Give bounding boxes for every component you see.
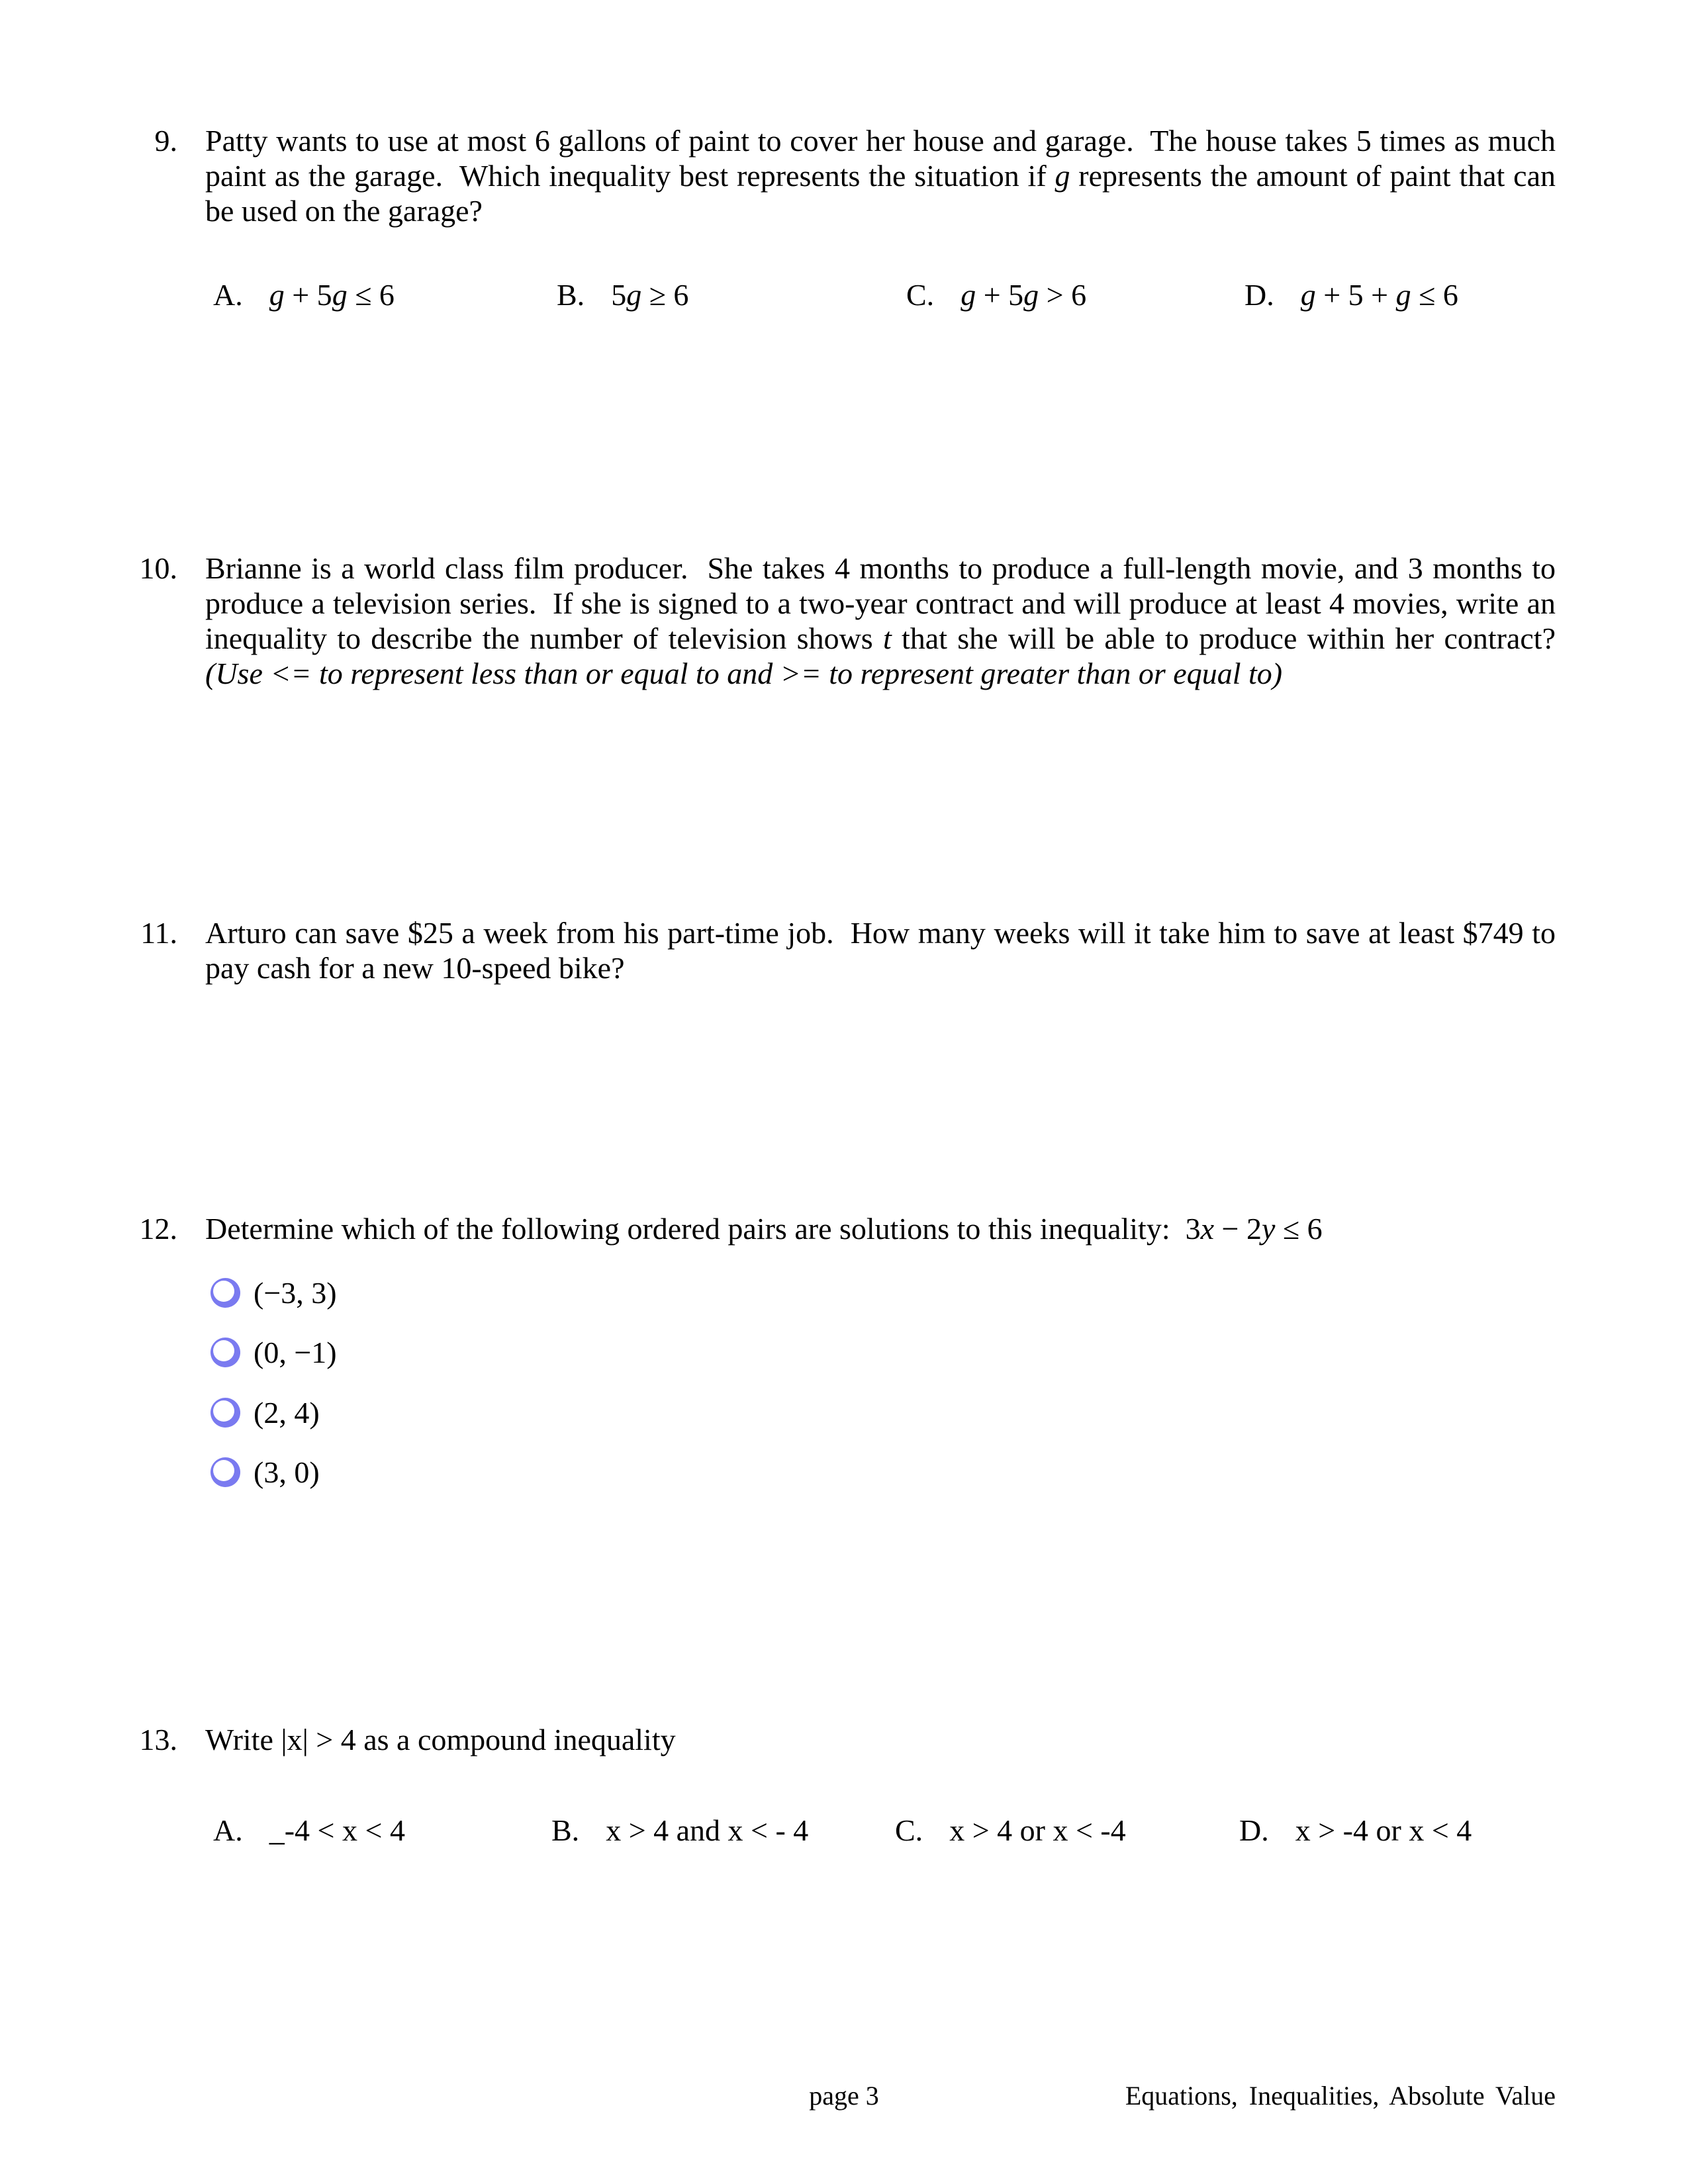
- text-segment: + 5 +: [1315, 278, 1396, 312]
- italic-text-segment: t: [882, 621, 892, 655]
- choice-9-b: [557, 277, 688, 312]
- choice-9-d: [1244, 277, 1458, 312]
- italic-text-segment: g: [332, 278, 348, 312]
- choice-13-a-label: A.: [213, 1813, 243, 1847]
- question-12-number: 12.: [139, 1212, 177, 1246]
- text-segment: Determine which of the following ordered pairs are solutions to this inequality: 3: [205, 1212, 1201, 1246]
- choice-9-b-formula: [611, 278, 688, 312]
- text-segment: Patty wants to use at most 6 gallons of paint to cover her house and garage. The house takes 5 times as much paint as the garage. Which inequality best represents the situation if: [205, 124, 1564, 193]
- italic-text-segment: (Use <= to represent less than or equal to and >= to represent greater than or equal to): [205, 657, 1283, 690]
- text-segment: ≤ 6: [1411, 278, 1458, 312]
- choice-13-c: [895, 1813, 1126, 1848]
- text-segment: that she will be able to produce within her contract?: [891, 621, 1564, 655]
- choice-9-c-formula: [961, 278, 1086, 312]
- question-13-number: 13.: [139, 1723, 177, 1756]
- choice-13-a-formula: _-4 < x < 4: [269, 1813, 405, 1847]
- question-9-number: 9.: [154, 124, 177, 158]
- choice-9-d-formula: [1301, 278, 1458, 312]
- choice-9-a-formula: [269, 278, 395, 312]
- choice-9-c: [906, 277, 1086, 312]
- choice-9-c-label: C.: [906, 278, 935, 312]
- text-segment: ≤ 6: [1275, 1212, 1323, 1246]
- text-segment: Write |x| > 4 as a compound inequality: [205, 1723, 676, 1756]
- radio-hole: [213, 1340, 234, 1361]
- option-3-label: (2, 4): [254, 1395, 320, 1430]
- question-9-choices: [0, 277, 1688, 317]
- question-10-number: 10.: [139, 551, 177, 585]
- choice-9-a-label: A.: [213, 278, 243, 312]
- radio-hole: [213, 1281, 234, 1302]
- italic-text-segment: g: [269, 278, 285, 312]
- radio-button[interactable]: [211, 1457, 240, 1487]
- text-segment: Arturo can save $25 a week from his part-time job. How many weeks will it take him to save at least $749 to pay cash for a new 10-speed bike?: [205, 916, 1564, 985]
- text-segment: represents the amount of paint that can be used on the garage?: [205, 159, 1564, 228]
- choice-13-a: [213, 1813, 405, 1848]
- text-segment: > 6: [1039, 278, 1087, 312]
- choice-9-b-label: B.: [557, 278, 585, 312]
- text-segment: ≤ 6: [347, 278, 395, 312]
- italic-text-segment: y: [1261, 1212, 1276, 1246]
- question-13-text: [205, 1722, 1556, 1757]
- italic-text-segment: g: [961, 278, 976, 312]
- choice-13-b: [551, 1813, 808, 1848]
- question-13-choices: [0, 1813, 1688, 1852]
- question-12-option-4: [211, 1457, 320, 1487]
- radio-hole: [213, 1460, 234, 1481]
- question-9-text: [205, 123, 1564, 228]
- choice-13-b-formula: x > 4 and x < - 4: [606, 1813, 809, 1847]
- choice-13-d: [1239, 1813, 1472, 1848]
- option-1-label: (−3, 3): [254, 1275, 337, 1310]
- radio-button[interactable]: [211, 1278, 240, 1308]
- choice-13-b-label: B.: [551, 1813, 580, 1847]
- italic-text-segment: g: [1300, 278, 1316, 312]
- question-10-text: [205, 551, 1564, 691]
- radio-button[interactable]: [211, 1338, 240, 1367]
- italic-text-segment: g: [1055, 159, 1070, 193]
- option-2-label: (0, −1): [254, 1335, 337, 1369]
- question-12-text: [205, 1211, 1556, 1246]
- italic-text-segment: g: [1023, 278, 1039, 312]
- question-12-option-1: [211, 1277, 337, 1308]
- question-12-option-3: [211, 1397, 320, 1428]
- text-segment: + 5: [976, 278, 1024, 312]
- italic-text-segment: x: [1200, 1212, 1215, 1246]
- question-11-number: 11.: [140, 916, 177, 950]
- footer-topic: Equations, Inequalities, Absolute Value: [1125, 2081, 1556, 2111]
- choice-9-d-label: D.: [1244, 278, 1274, 312]
- italic-text-segment: g: [1395, 278, 1411, 312]
- text-segment: 5: [611, 278, 627, 312]
- question-11-text: [205, 915, 1564, 985]
- radio-hole: [213, 1400, 234, 1422]
- radio-button[interactable]: [211, 1398, 240, 1428]
- text-segment: − 2: [1214, 1212, 1262, 1246]
- italic-text-segment: g: [626, 278, 642, 312]
- option-4-label: (3, 0): [254, 1455, 320, 1489]
- choice-13-c-formula: x > 4 or x < -4: [949, 1813, 1126, 1847]
- page-number: page 3: [809, 2081, 879, 2111]
- text-segment: ≥ 6: [641, 278, 689, 312]
- text-segment: Brianne is a world class film producer. She takes 4 months to produce a full-length movie, and 3 months to produce a television series. If she is signed to a two-year contract and will produce at least 4 movies, write an inequality to describe the number of television shows: [205, 551, 1564, 655]
- choice-13-c-label: C.: [895, 1813, 923, 1847]
- question-12-option-2: [211, 1337, 337, 1367]
- choice-13-d-label: D.: [1239, 1813, 1269, 1847]
- choice-9-a: [213, 277, 395, 312]
- text-segment: + 5: [284, 278, 332, 312]
- choice-13-d-formula: x > -4 or x < 4: [1295, 1813, 1472, 1847]
